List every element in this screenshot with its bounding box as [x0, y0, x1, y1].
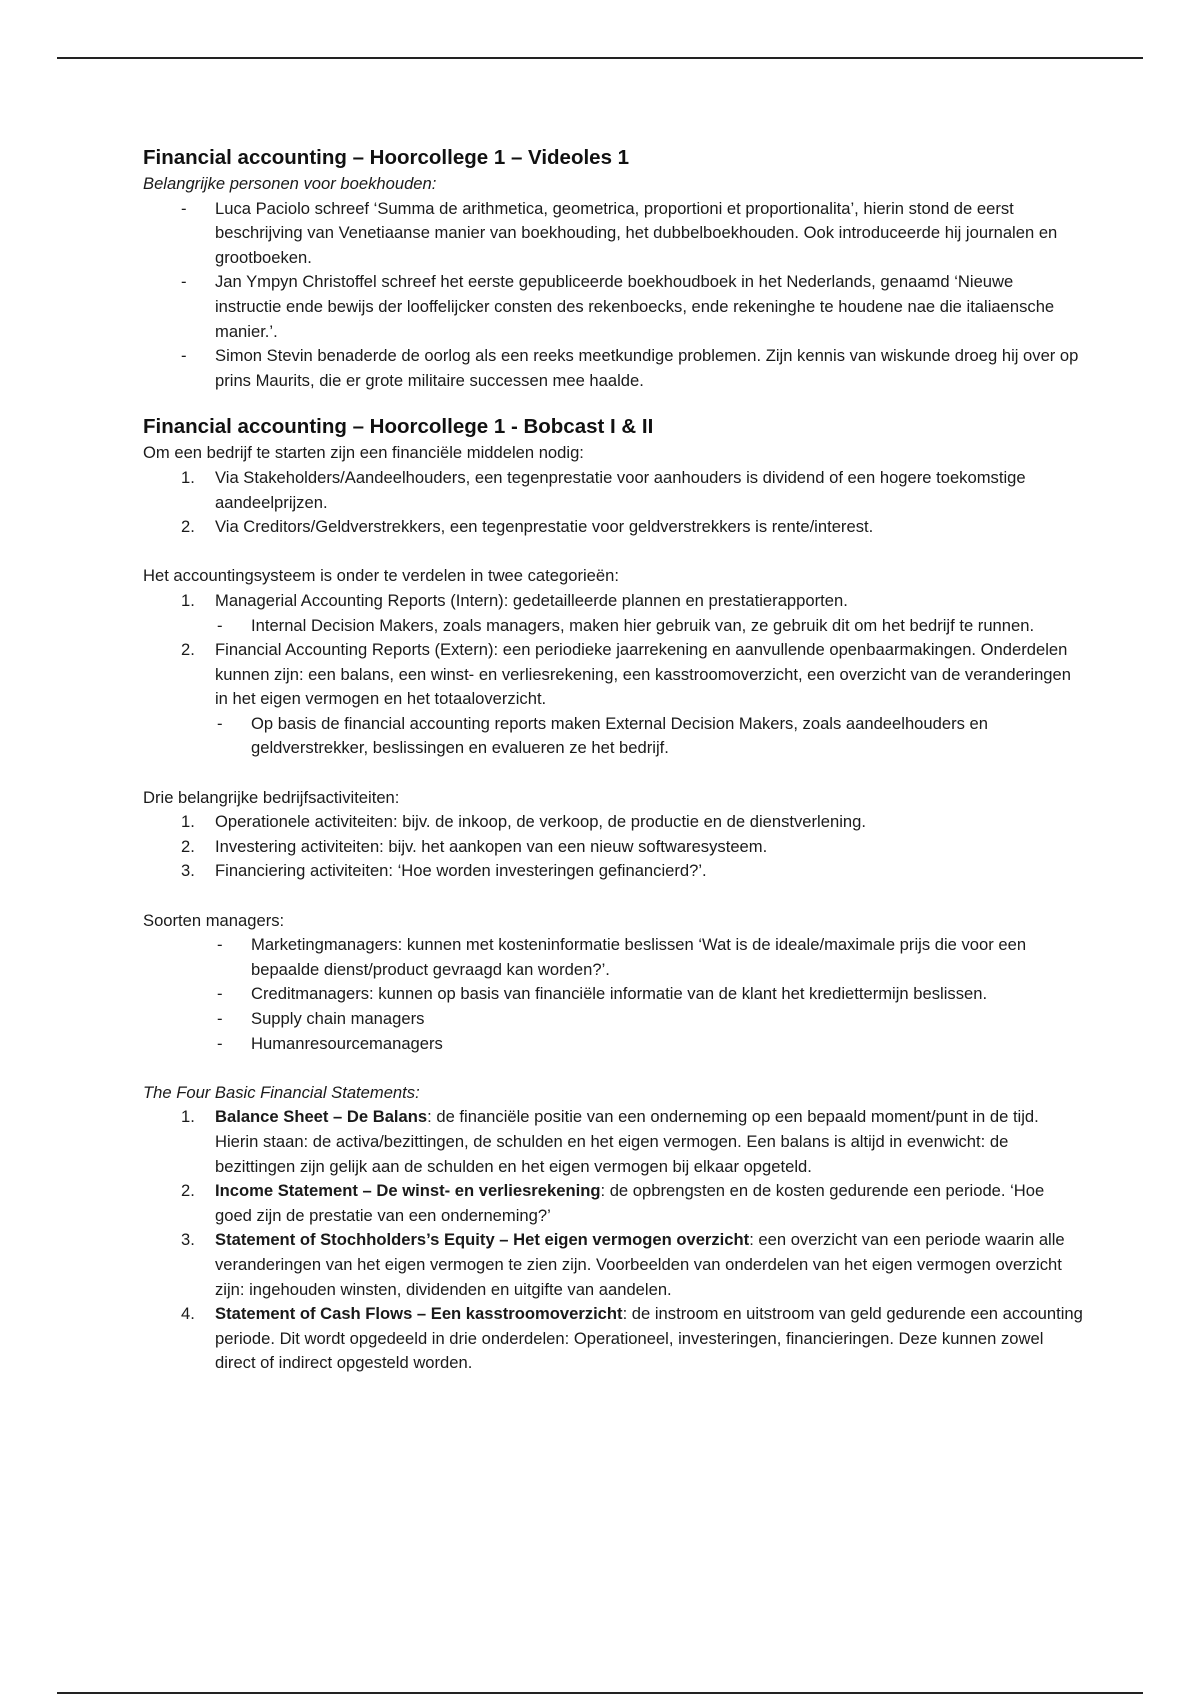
- list-item: - Luca Paciolo schreef ‘Summa de arithmetica, geometrica, proportioni et proportionalita’, hierin stond de eerst beschrijving van Venetiaanse manier van boekhouding, het dubbelboekhouden. Ook introduceerde hij journalen en grootboeken.: [181, 198, 1058, 267]
- system-list: [143, 589, 1083, 761]
- section1-subtitle: Belangrijke personen voor boekhouden:: [143, 174, 437, 193]
- list-item: 2. Via Creditors/Geldverstrekkers, een tegenprestatie voor geldverstrekkers is rente/interest.: [181, 517, 874, 537]
- list-item: - Creditmanagers: kunnen op basis van financiële informatie van de klant het krediettermijn beslissen.: [217, 984, 988, 1004]
- list-item: 2. Income Statement – De winst- en verliesrekening: de opbrengsten en de kosten gedurende een periode. ‘Hoe goed zijn de prestatie van een onderneming?’: [181, 1181, 1045, 1225]
- document-body: [143, 144, 1083, 1376]
- list-item: 2. Financial Accounting Reports (Extern): een periodieke jaarrekening en aanvullende openbaarmakingen. Onderdelen kunnen zijn: een balans, een winst- en verliesrekening, een kasstroomoverzicht, een overzicht van de veranderingen in het eigen vermogen en het totaaloverzicht. - Op basis de financial accounting reports maken External Decision Makers, zoals aandeelhouders en geldverstrekker, beslissingen en evalueren ze het bedrijf.: [143, 638, 1083, 761]
- managers-intro: Soorten managers:: [143, 910, 285, 930]
- activities-list: [143, 810, 1083, 884]
- list-item: 1. Balance Sheet – De Balans: de financiële positie van een onderneming op een bepaald moment/punt in de tijd. Hierin staan: de activa/bezittingen, de schulden en het eigen vermogen. Een balans is altijd in evenwicht: de bezittingen zijn gelijk aan de schulden en het eigen vermogen bij elkaar opgeteld.: [181, 1107, 1039, 1176]
- list-item: 1. Via Stakeholders/Aandeelhouders, een tegenprestatie voor aanhouders is dividend of een hogere toekomstige aandeelprijzen.: [181, 467, 1026, 512]
- dash-marker: -: [181, 346, 187, 366]
- statement-title: Statement of Stochholders’s Equity – Het eigen vermogen overzicht: [215, 1230, 750, 1250]
- funding-intro: Om een bedrijf te starten zijn een financiële middelen nodig:: [143, 443, 584, 463]
- sub-list: [215, 712, 1083, 761]
- dash-marker: -: [181, 272, 187, 292]
- statements-intro: The Four Basic Financial Statements:: [143, 1082, 420, 1102]
- funding-list: [143, 466, 1083, 540]
- dash-marker: -: [181, 198, 187, 218]
- list-item: - Jan Ympyn Christoffel schreef het eerste gepubliceerde boekhoudboek in het Nederlands, genaamd ‘Nieuwe instructie ende bewijs der looffelijcker consten des rekenboecks, ende rekeninghe te houdene nae die italiaensche manier.’.: [181, 272, 1055, 341]
- list-item: - Supply chain managers: [217, 1009, 425, 1028]
- list-item: - Marketingmanagers: kunnen met kosteninformatie beslissen ‘Wat is de ideale/maximale prijs die voor een bepaalde dienst/product gevraagd kan worden?’.: [217, 935, 1027, 979]
- list-item: 2. Investering activiteiten: bijv. het aankopen van een nieuw softwaresysteem.: [181, 836, 768, 856]
- footer-rule: [57, 1692, 1143, 1694]
- statement-title: Income Statement – De winst- en verliesrekening: [215, 1181, 601, 1201]
- persons-list: [143, 197, 1083, 394]
- list-item: 1. Managerial Accounting Reports (Intern): gedetailleerde plannen en prestatierapporten. - Internal Decision Makers, zoals managers, maken hier gebruik van, ze gebruik dit om het bedrijf te runnen.: [143, 589, 1083, 638]
- list-item: - Simon Stevin benaderde de oorlog als een reeks meetkundige problemen. Zijn kennis van wiskunde droeg hij over op prins Maurits, die er grote militaire successen mee haalde.: [181, 346, 1079, 390]
- activities-intro: Drie belangrijke bedrijfsactiviteiten:: [143, 787, 400, 807]
- managers-list: [143, 933, 1083, 1056]
- list-item: - Humanresourcemanagers: [217, 1033, 443, 1053]
- sub-list: [215, 614, 1083, 639]
- list-item: 3. Statement of Stochholders’s Equity – Het eigen vermogen overzicht: een overzicht van een periode waarin alle veranderingen van het eigen vermogen te zien zijn. Voorbeelden van onderdelen van het eigen vermogen overzicht zijn: ingehouden winsten, dividenden en uitgifte van aandelen.: [181, 1230, 1065, 1299]
- list-item: - Internal Decision Makers, zoals managers, maken hier gebruik van, ze gebruik dit om het bedrijf te runnen.: [217, 615, 1035, 635]
- section1-title: Financial accounting – Hoorcollege 1 – Videoles 1: [143, 146, 630, 169]
- section2-title: Financial accounting – Hoorcollege 1 - Bobcast I & II: [143, 415, 654, 439]
- list-item: - Op basis de financial accounting reports maken External Decision Makers, zoals aandeelhouders en geldverstrekker, beslissingen en evalueren ze het bedrijf.: [217, 713, 988, 758]
- list-item: 4. Statement of Cash Flows – Een kasstroomoverzicht: de instroom en uitstroom van geld gedurende een accounting periode. Dit wordt opgedeeld in drie onderdelen: Operationeel, investeringen, financieringen. Deze kunnen zowel direct of indirect opgesteld worden.: [181, 1304, 1083, 1373]
- statements-list: [143, 1105, 1083, 1376]
- list-item: 3. Financiering activiteiten: ‘Hoe worden investeringen gefinancierd?’.: [181, 861, 707, 881]
- statement-title: Statement of Cash Flows – Een kasstroomoverzicht: [215, 1304, 623, 1324]
- system-intro: Het accountingsysteem is onder te verdelen in twee categorieën:: [143, 566, 619, 586]
- statement-title: Balance Sheet – De Balans: [215, 1107, 428, 1127]
- list-item: 1. Operationele activiteiten: bijv. de inkoop, de verkoop, de productie en de dienstverlening.: [181, 812, 866, 832]
- header-rule: [57, 57, 1143, 59]
